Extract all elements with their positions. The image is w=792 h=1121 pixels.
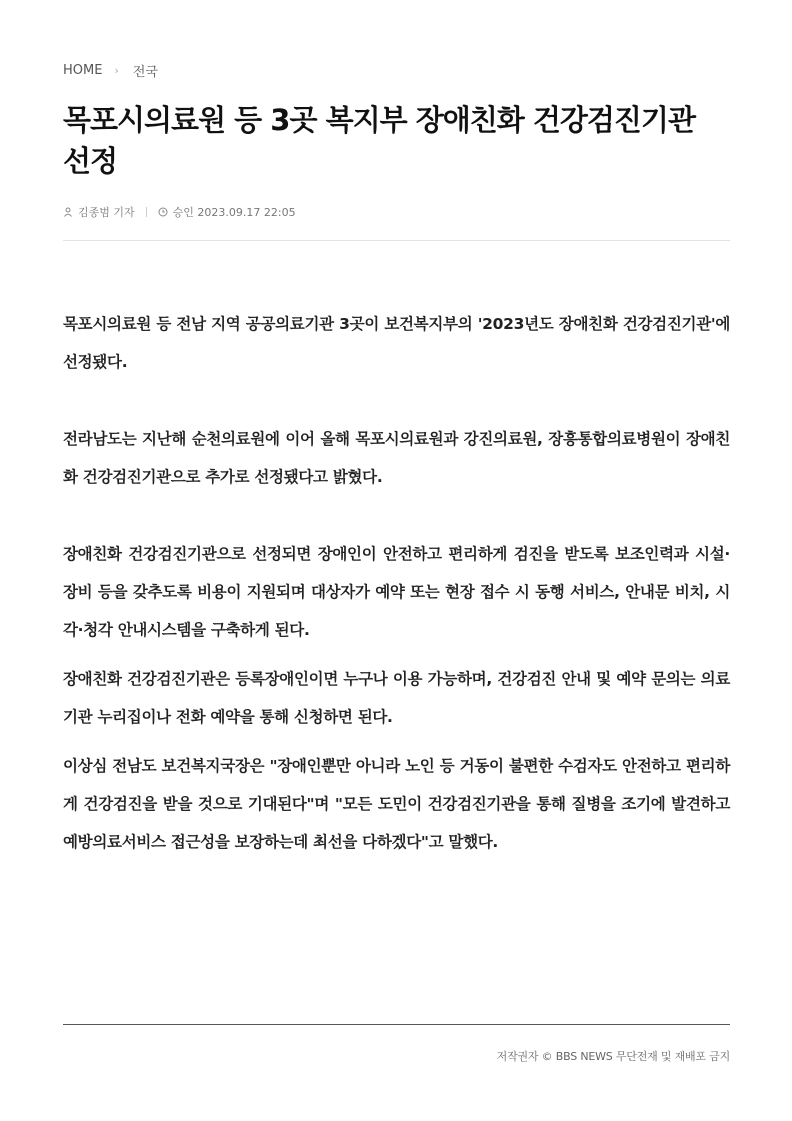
header-divider [63,240,730,241]
breadcrumb-home-link[interactable]: HOME [63,63,103,78]
footer-divider [63,1024,730,1025]
article-paragraph: 전라남도는 지난해 순천의료원에 이어 올해 목포시의료원과 강진의료원, 장흥통합의료병원이 장애친화 건강검진기관으로 추가로 선정됐다고 밝혔다. [63,430,730,486]
person-icon [63,207,73,217]
clock-icon [158,207,168,217]
article-paragraph: 장애친화 건강검진기관은 등록장애인이면 누구나 이용 가능하며, 건강검진 안내 및 예약 문의는 의료기관 누리집이나 전화 예약을 통해 신청하면 된다. [63,670,730,726]
article-paragraph: 장애친화 건강검진기관으로 선정되면 장애인이 안전하고 편리하게 검진을 받도록 보조인력과 시설·장비 등을 갖추도록 비용이 지원되며 대상자가 예약 또는 현장 접수 시 동행 서비스, 안내문 비치, 시각·청각 안내시스템을 구축하게 된다. [63,545,730,639]
article-paragraph: 이상심 전남도 보건복지국장은 "장애인뿐만 아니라 노인 등 거동이 불편한 수검자도 안전하고 편리하게 건강검진을 받을 것으로 기대된다"며 "모든 도민이 건강검진기관을 통해 질병을 조기에 발견하고 예방의료서비스 접근성을 보장하는데 최선을 다하겠다"고 말했다. [63,757,730,851]
breadcrumb-section-link[interactable]: 전국 [132,65,158,80]
article-meta [63,204,296,220]
breadcrumb [63,61,158,80]
article-paragraph: 목포시의료원 등 전남 지역 공공의료기관 3곳이 보건복지부의 '2023년도 장애친화 건강검진기관'에 선정됐다. [63,315,730,371]
chevron-right-icon: › [114,64,119,77]
reporter-name: 김종범 기자 [78,206,135,219]
copyright-notice: 저작권자 © BBS NEWS 무단전재 및 재배포 금지 [496,1050,730,1063]
approved-datetime: 승인 2023.09.17 22:05 [172,206,296,219]
article-body [63,305,730,861]
meta-divider [146,207,147,217]
article-title: 목포시의료원 등 3곳 복지부 장애친화 건강검진기관 선정 [63,103,695,178]
